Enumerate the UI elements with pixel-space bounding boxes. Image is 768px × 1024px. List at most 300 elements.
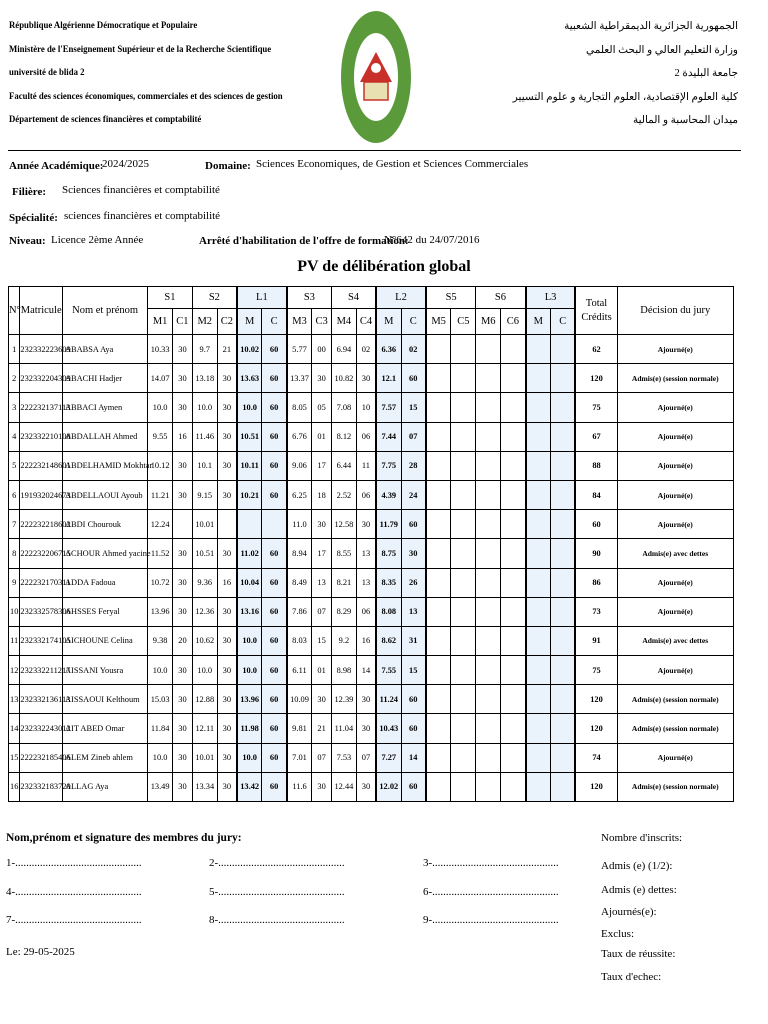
row-total-credits: 62 <box>575 335 617 364</box>
row-c1: 30 <box>173 539 193 568</box>
row-c6 <box>501 568 526 597</box>
row-decision: Ajourné(e) <box>617 597 733 626</box>
row-l2-moyenne: 10.43 <box>376 714 401 743</box>
row-l2-moyenne: 7.27 <box>376 743 401 772</box>
row-l2-credits: 14 <box>401 743 426 772</box>
row-c1: 30 <box>173 480 193 509</box>
row-l3-credits <box>551 510 576 539</box>
row-m2: 10.01 <box>192 743 217 772</box>
row-m3: 11.0 <box>287 510 312 539</box>
row-nom: AISSANI Yousra <box>63 656 148 685</box>
row-c2: 21 <box>217 335 237 364</box>
row-c5 <box>451 685 476 714</box>
row-m6 <box>476 685 501 714</box>
row-m3: 9.06 <box>287 451 312 480</box>
row-c4: 13 <box>356 539 376 568</box>
row-m4: 12.58 <box>331 510 356 539</box>
row-m3: 6.25 <box>287 480 312 509</box>
row-l1-moyenne: 11.02 <box>237 539 262 568</box>
row-l1-credits: 60 <box>262 480 287 509</box>
header-right-line: ميدان المحاسبة و المالية <box>632 115 738 126</box>
row-l1-credits: 60 <box>262 335 287 364</box>
header-left-line: République Algérienne Démocratique et Populaire <box>9 21 198 31</box>
row-l2-credits: 15 <box>401 393 426 422</box>
row-matricule: 222232185406 <box>20 743 63 772</box>
row-c4: 06 <box>356 480 376 509</box>
row-c2: 30 <box>217 626 237 655</box>
row-l1-credits: 60 <box>262 743 287 772</box>
row-c1: 30 <box>173 393 193 422</box>
row-m2: 12.11 <box>192 714 217 743</box>
row-c5 <box>451 335 476 364</box>
row-c2: 30 <box>217 743 237 772</box>
filiere-value: Sciences financières et comptabilité <box>62 184 220 196</box>
table-row <box>9 539 734 568</box>
row-m4: 8.12 <box>331 422 356 451</box>
row-nom: ABDELHAMID Mokhtar <box>63 451 148 480</box>
row-m2: 11.46 <box>192 422 217 451</box>
row-nom: ABDALLAH Ahmed <box>63 422 148 451</box>
row-m5 <box>426 743 451 772</box>
row-l3-moyenne <box>526 510 551 539</box>
row-c3: 01 <box>312 656 332 685</box>
col-matricule-header: Matricule <box>20 287 63 335</box>
jury-signature-line: 8-.............................................. <box>209 914 345 926</box>
row-nom: AICHOUNE Celina <box>63 626 148 655</box>
row-m1: 10.33 <box>148 335 173 364</box>
row-m3: 7.86 <box>287 597 312 626</box>
col-l2-header: L2 <box>376 287 426 309</box>
table-row <box>9 656 734 685</box>
row-l3-credits <box>551 480 576 509</box>
row-c3: 00 <box>312 335 332 364</box>
row-l1-moyenne: 10.0 <box>237 626 262 655</box>
row-l3-moyenne <box>526 743 551 772</box>
row-c2: 30 <box>217 597 237 626</box>
row-m6 <box>476 364 501 393</box>
row-total-credits: 86 <box>575 568 617 597</box>
row-m1: 10.0 <box>148 743 173 772</box>
header-left-line: Faculté des sciences économiques, commerciales et des sciences de gestion <box>9 91 283 102</box>
specialite-value: sciences financières et comptabilité <box>64 210 221 222</box>
row-l2-credits: 31 <box>401 626 426 655</box>
row-m1: 10.12 <box>148 451 173 480</box>
row-c3: 17 <box>312 539 332 568</box>
row-l3-credits <box>551 451 576 480</box>
row-m1: 10.72 <box>148 568 173 597</box>
row-c4: 06 <box>356 597 376 626</box>
row-m3: 8.49 <box>287 568 312 597</box>
row-l3-moyenne <box>526 772 551 801</box>
row-c6 <box>501 510 526 539</box>
row-nom: ABACHI Hadjer <box>63 364 148 393</box>
row-l1-moyenne: 11.98 <box>237 714 262 743</box>
row-m1: 10.0 <box>148 393 173 422</box>
row-num: 4 <box>9 422 20 451</box>
row-m6 <box>476 422 501 451</box>
row-m5 <box>426 480 451 509</box>
row-m2: 13.18 <box>192 364 217 393</box>
row-m4: 8.98 <box>331 656 356 685</box>
row-c1: 30 <box>173 743 193 772</box>
arrete-value: N°642 du 24/07/2016 <box>384 234 480 246</box>
row-c5 <box>451 743 476 772</box>
row-l2-credits: 60 <box>401 510 426 539</box>
row-matricule: 232332183720 <box>20 772 63 801</box>
row-matricule: 232332136113 <box>20 685 63 714</box>
row-decision: Ajourné(e) <box>617 451 733 480</box>
table-row <box>9 364 734 393</box>
row-c4: 30 <box>356 685 376 714</box>
row-matricule: 222232137113 <box>20 393 63 422</box>
row-m5 <box>426 714 451 743</box>
table-row <box>9 626 734 655</box>
col-c2-header: C2 <box>217 309 237 335</box>
row-m1: 10.0 <box>148 656 173 685</box>
row-decision: Admis(e) avec dettes <box>617 626 733 655</box>
row-l3-moyenne <box>526 597 551 626</box>
row-c4: 13 <box>356 568 376 597</box>
row-c1: 30 <box>173 364 193 393</box>
row-l1-moyenne: 13.96 <box>237 685 262 714</box>
row-m1: 14.07 <box>148 364 173 393</box>
col-m2-header: M2 <box>192 309 217 335</box>
row-total-credits: 60 <box>575 510 617 539</box>
stat-ajournes: Ajournés(e): <box>601 906 657 918</box>
row-c5 <box>451 597 476 626</box>
row-l1-credits: 60 <box>262 656 287 685</box>
row-c2: 30 <box>217 772 237 801</box>
row-l3-moyenne <box>526 422 551 451</box>
row-l1-credits <box>262 510 287 539</box>
row-c1: 30 <box>173 714 193 743</box>
table-row <box>9 422 734 451</box>
row-c6 <box>501 335 526 364</box>
row-l3-credits <box>551 597 576 626</box>
row-m1: 9.38 <box>148 626 173 655</box>
col-s6-header: S6 <box>476 287 526 309</box>
stat-taux-echec: Taux d'echec: <box>601 971 662 983</box>
row-m6 <box>476 626 501 655</box>
col-l1c-header: C <box>262 309 287 335</box>
stat-admis: Admis (e) (1/2): <box>601 860 673 872</box>
row-matricule: 232332223609 <box>20 335 63 364</box>
header-right-line: كلية العلوم الإقتصادية، العلوم التجارية و علوم التسيير <box>512 91 738 103</box>
row-c6 <box>501 480 526 509</box>
row-m5 <box>426 539 451 568</box>
row-decision: Ajourné(e) <box>617 393 733 422</box>
row-num: 16 <box>9 772 20 801</box>
row-num: 13 <box>9 685 20 714</box>
row-l2-credits: 28 <box>401 451 426 480</box>
annee-value: 2024/2025 <box>102 158 150 170</box>
row-m4: 6.94 <box>331 335 356 364</box>
col-m5-header: M5 <box>426 309 451 335</box>
row-m4: 11.04 <box>331 714 356 743</box>
row-m3: 6.76 <box>287 422 312 451</box>
row-c3: 15 <box>312 626 332 655</box>
row-m2: 9.7 <box>192 335 217 364</box>
col-l1-header: L1 <box>237 287 287 309</box>
specialite-label: Spécialité: <box>9 212 58 224</box>
row-l1-moyenne: 10.04 <box>237 568 262 597</box>
row-c1: 30 <box>173 335 193 364</box>
row-num: 8 <box>9 539 20 568</box>
row-m4: 8.55 <box>331 539 356 568</box>
row-num: 12 <box>9 656 20 685</box>
row-l3-credits <box>551 393 576 422</box>
row-l3-credits <box>551 539 576 568</box>
row-l2-moyenne: 11.24 <box>376 685 401 714</box>
document-date: Le: 29-05-2025 <box>6 946 75 958</box>
row-l3-credits <box>551 743 576 772</box>
row-m4: 8.21 <box>331 568 356 597</box>
row-decision: Admis(e) (session normale) <box>617 772 733 801</box>
row-l3-credits <box>551 568 576 597</box>
row-c3: 05 <box>312 393 332 422</box>
row-m3: 5.77 <box>287 335 312 364</box>
row-m5 <box>426 364 451 393</box>
row-nom: ALEM Zineb ahlem <box>63 743 148 772</box>
row-l3-moyenne <box>526 626 551 655</box>
row-l3-moyenne <box>526 480 551 509</box>
row-c5 <box>451 364 476 393</box>
header-right <box>513 20 738 138</box>
row-c6 <box>501 451 526 480</box>
row-matricule: 232332204309 <box>20 364 63 393</box>
jury-signature-line: 2-.............................................. <box>209 857 345 869</box>
col-c1-header: C1 <box>173 309 193 335</box>
domaine-value: Sciences Economiques, de Gestion et Sciences Commerciales <box>256 158 529 170</box>
row-c2: 30 <box>217 480 237 509</box>
row-l3-moyenne <box>526 335 551 364</box>
row-m6 <box>476 743 501 772</box>
row-c1: 30 <box>173 685 193 714</box>
row-c3: 18 <box>312 480 332 509</box>
row-m1: 11.52 <box>148 539 173 568</box>
row-total-credits: 120 <box>575 364 617 393</box>
row-matricule: 222232170311 <box>20 568 63 597</box>
row-m4: 7.08 <box>331 393 356 422</box>
row-c5 <box>451 772 476 801</box>
row-matricule: 222232218602 <box>20 510 63 539</box>
row-l2-moyenne: 8.08 <box>376 597 401 626</box>
row-l3-moyenne <box>526 656 551 685</box>
col-num-header: N° <box>9 287 20 335</box>
row-c2: 30 <box>217 364 237 393</box>
row-c3: 07 <box>312 597 332 626</box>
row-m4: 12.44 <box>331 772 356 801</box>
col-total-header: Total Crédits <box>575 287 617 335</box>
col-s5-header: S5 <box>426 287 476 309</box>
row-nom: AISSAOUI Kelthoum <box>63 685 148 714</box>
row-decision: Admis(e) avec dettes <box>617 539 733 568</box>
row-m6 <box>476 597 501 626</box>
row-l1-moyenne: 13.16 <box>237 597 262 626</box>
row-matricule: 191932024673 <box>20 480 63 509</box>
logo-book <box>364 82 388 100</box>
row-c6 <box>501 626 526 655</box>
row-l1-moyenne: 10.0 <box>237 393 262 422</box>
row-m3: 8.03 <box>287 626 312 655</box>
row-nom: AIT ABED Omar <box>63 714 148 743</box>
annee-label: Année Académique: <box>9 160 104 172</box>
table-row <box>9 743 734 772</box>
row-c4: 02 <box>356 335 376 364</box>
row-decision: Admis(e) (session normale) <box>617 685 733 714</box>
row-c5 <box>451 480 476 509</box>
col-c3-header: C3 <box>312 309 332 335</box>
row-num: 1 <box>9 335 20 364</box>
col-l3-header: L3 <box>526 287 576 309</box>
stat-taux-reussite: Taux de réussite: <box>601 948 676 960</box>
row-m6 <box>476 451 501 480</box>
row-l2-moyenne: 6.36 <box>376 335 401 364</box>
row-total-credits: 67 <box>575 422 617 451</box>
row-m1: 9.55 <box>148 422 173 451</box>
row-c6 <box>501 422 526 451</box>
row-nom: ACHOUR Ahmed yacine <box>63 539 148 568</box>
row-nom: ALLAG Aya <box>63 772 148 801</box>
row-c2: 30 <box>217 393 237 422</box>
row-matricule: 232332210108 <box>20 422 63 451</box>
row-l2-credits: 13 <box>401 597 426 626</box>
row-matricule: 232332578306 <box>20 597 63 626</box>
row-l1-credits: 60 <box>262 364 287 393</box>
row-c2: 30 <box>217 451 237 480</box>
jury-signature-line: 9-.............................................. <box>423 914 559 926</box>
row-decision: Ajourné(e) <box>617 480 733 509</box>
row-m2: 10.0 <box>192 656 217 685</box>
row-num: 5 <box>9 451 20 480</box>
row-l1-moyenne: 10.02 <box>237 335 262 364</box>
row-m3: 10.09 <box>287 685 312 714</box>
header-left-line: Département de sciences financières et comptabilité <box>9 115 202 125</box>
row-m6 <box>476 335 501 364</box>
row-m3: 6.11 <box>287 656 312 685</box>
row-l2-moyenne: 12.1 <box>376 364 401 393</box>
row-num: 7 <box>9 510 20 539</box>
row-l1-moyenne <box>237 510 262 539</box>
row-m4: 6.44 <box>331 451 356 480</box>
row-c6 <box>501 656 526 685</box>
row-m2: 10.01 <box>192 510 217 539</box>
row-l1-moyenne: 10.0 <box>237 743 262 772</box>
row-l3-credits <box>551 656 576 685</box>
row-m5 <box>426 568 451 597</box>
table-row <box>9 772 734 801</box>
row-l3-credits <box>551 714 576 743</box>
row-nom: ABABSA Aya <box>63 335 148 364</box>
niveau-value: Licence 2ème Année <box>51 234 144 246</box>
row-c4: 30 <box>356 510 376 539</box>
filiere-label: Filière: <box>12 186 46 198</box>
row-m5 <box>426 335 451 364</box>
row-c1: 30 <box>173 451 193 480</box>
row-m1: 13.96 <box>148 597 173 626</box>
row-m5 <box>426 422 451 451</box>
row-l1-credits: 60 <box>262 451 287 480</box>
row-matricule: 232332211217 <box>20 656 63 685</box>
row-l3-moyenne <box>526 393 551 422</box>
table-row <box>9 597 734 626</box>
row-l1-credits: 60 <box>262 568 287 597</box>
row-c1: 30 <box>173 772 193 801</box>
row-m5 <box>426 393 451 422</box>
table-row <box>9 480 734 509</box>
row-m1: 12.24 <box>148 510 173 539</box>
row-m3: 7.01 <box>287 743 312 772</box>
row-l2-credits: 26 <box>401 568 426 597</box>
row-m2: 10.0 <box>192 393 217 422</box>
row-c3: 30 <box>312 685 332 714</box>
stat-inscrits: Nombre d'inscrits: <box>601 832 683 844</box>
row-l1-moyenne: 10.51 <box>237 422 262 451</box>
row-c4: 30 <box>356 772 376 801</box>
row-c5 <box>451 393 476 422</box>
row-c4: 30 <box>356 714 376 743</box>
row-num: 11 <box>9 626 20 655</box>
row-m4: 9.2 <box>331 626 356 655</box>
row-m3: 13.37 <box>287 364 312 393</box>
header-divider <box>8 150 741 151</box>
jury-signature-line: 6-.............................................. <box>423 886 559 898</box>
table-body <box>9 335 734 802</box>
row-c4: 11 <box>356 451 376 480</box>
row-m6 <box>476 656 501 685</box>
row-l3-credits <box>551 335 576 364</box>
deliberation-table <box>8 286 734 802</box>
row-c5 <box>451 568 476 597</box>
stat-admis-dettes: Admis (e) dettes: <box>601 884 677 896</box>
row-c1: 30 <box>173 656 193 685</box>
row-total-credits: 90 <box>575 539 617 568</box>
row-l3-moyenne <box>526 568 551 597</box>
row-m2: 12.36 <box>192 597 217 626</box>
row-l2-credits: 15 <box>401 656 426 685</box>
col-c5-header: C5 <box>451 309 476 335</box>
row-total-credits: 75 <box>575 656 617 685</box>
row-num: 6 <box>9 480 20 509</box>
header-right-line: جامعة البليدة 2 <box>674 68 738 79</box>
col-s3-header: S3 <box>287 287 332 309</box>
row-m6 <box>476 772 501 801</box>
row-c6 <box>501 597 526 626</box>
niveau-label: Niveau: <box>9 235 46 247</box>
row-c3: 01 <box>312 422 332 451</box>
row-total-credits: 88 <box>575 451 617 480</box>
table-row <box>9 510 734 539</box>
row-l3-credits <box>551 422 576 451</box>
row-decision: Ajourné(e) <box>617 422 733 451</box>
row-l1-moyenne: 13.63 <box>237 364 262 393</box>
row-decision: Ajourné(e) <box>617 743 733 772</box>
row-c6 <box>501 743 526 772</box>
header-left-line: Ministère de l'Enseignement Supérieur et de la Recherche Scientifique <box>9 44 272 55</box>
header-right-line: وزارة التعليم العالي و البحث العلمي <box>586 44 738 56</box>
row-c3: 30 <box>312 364 332 393</box>
row-m1: 15.03 <box>148 685 173 714</box>
row-l3-credits <box>551 364 576 393</box>
row-c3: 30 <box>312 772 332 801</box>
row-nom: ABDI Chourouk <box>63 510 148 539</box>
row-l1-moyenne: 10.11 <box>237 451 262 480</box>
row-c2: 30 <box>217 422 237 451</box>
row-c5 <box>451 451 476 480</box>
row-l3-credits <box>551 685 576 714</box>
row-m6 <box>476 393 501 422</box>
row-m6 <box>476 568 501 597</box>
